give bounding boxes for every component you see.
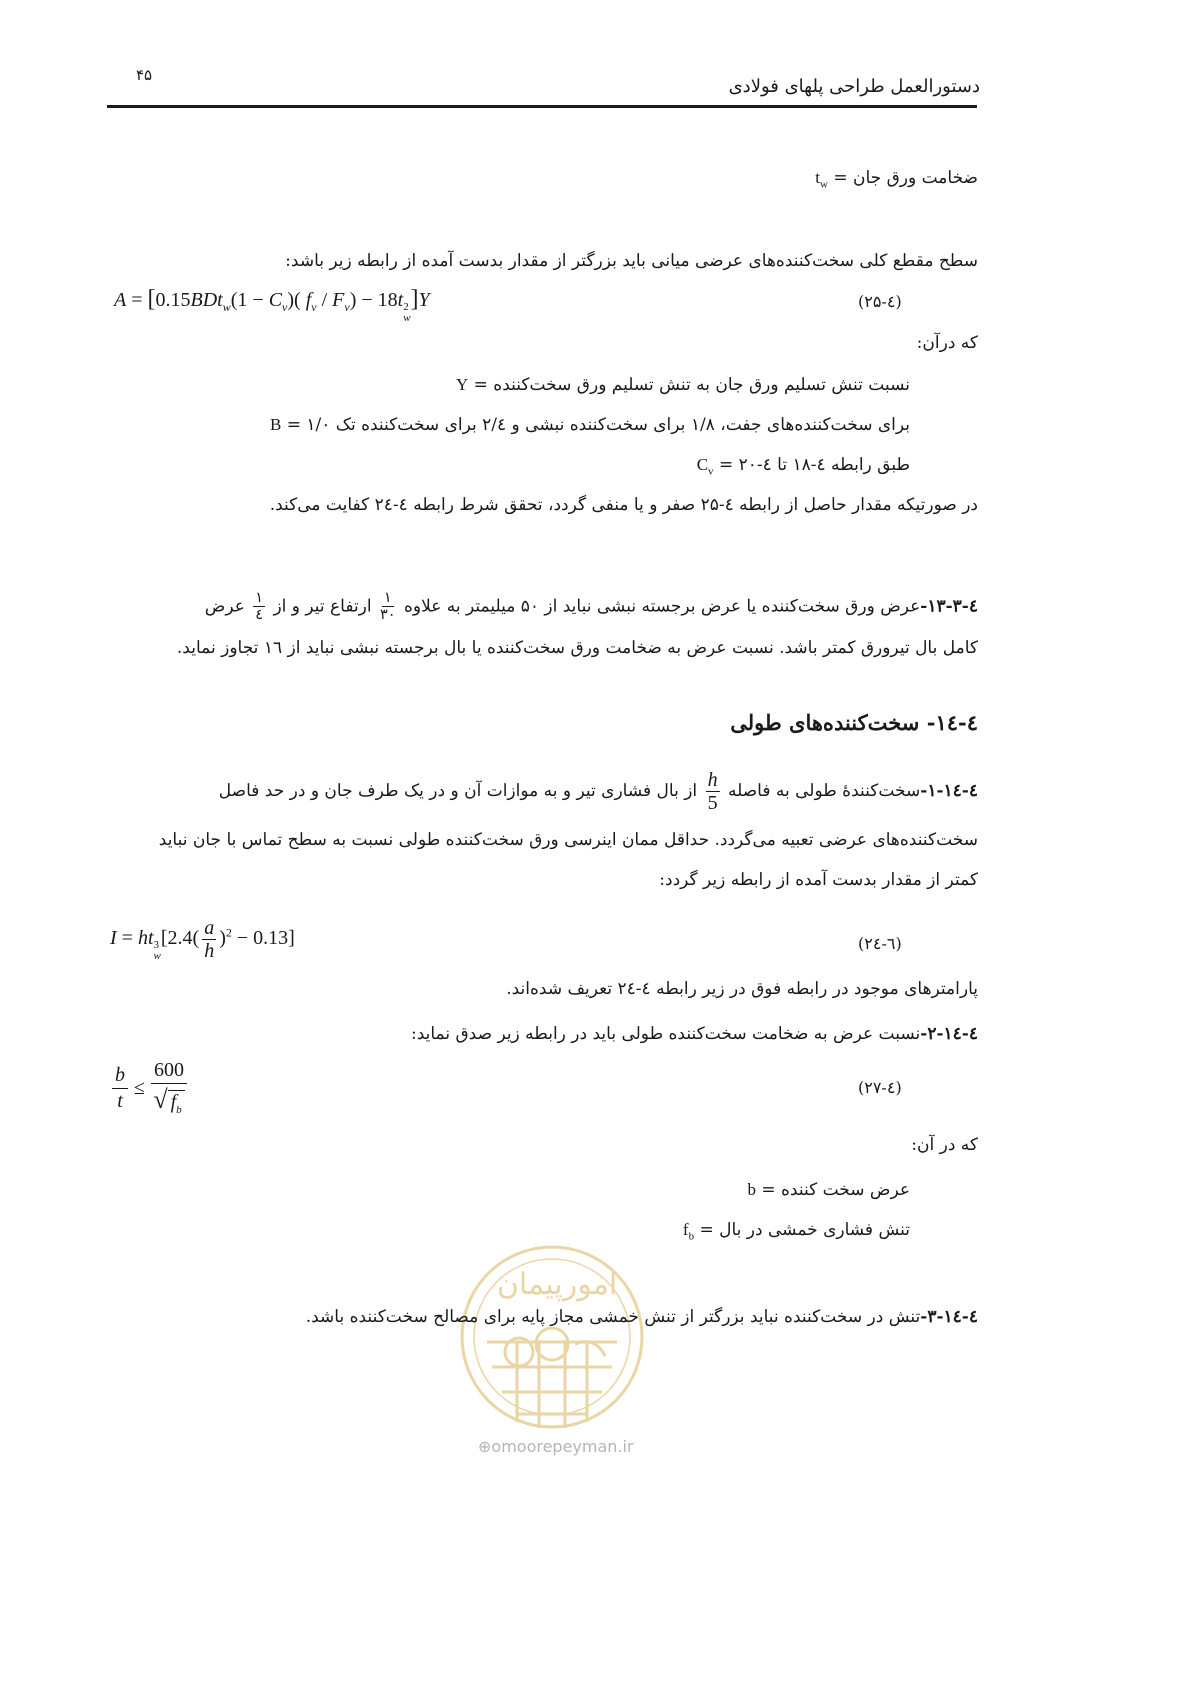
where-label-2: که در آن: — [911, 1135, 978, 1155]
where-label-1: که درآن: — [916, 333, 978, 353]
definition-b: B = ۱/۰ برای سخت‌کننده‌های جفت، ۱/۸ برای سخت‌کننده نبشی و ۲/٤ برای سخت‌کننده تک — [269, 415, 910, 435]
clause-4-14-1-line-1: ٤-۱٤-۱-سخت‌کنندهٔ طولی به فاصله $\frac{h}{5}$ از بال فشاری تیر و به موازات آن و در یک طرف جان و در حد فاصل — [218, 769, 978, 814]
clause-4-14-3: ٤-۱٤-۳-تنش در سخت‌کننده نباید بزرگتر از تنش خمشی مجاز پایه برای مصالح سخت‌کننده باشد. — [305, 1307, 978, 1327]
clause-4-13-3-line-1: ٤-۱۳-۳-عرض ورق سخت‌کننده یا عرض برجسته نبشی نباید از ۵۰ میلیمتر به علاوه $\frac{۱}{۳۰}$ ارتفاع تیر و از $\frac{۱}{٤}$ عرض — [204, 590, 978, 624]
equation-27: $\frac{b}{t}$ ≤ $\frac{600}{√ f_b}$ — [110, 1060, 189, 1117]
definition-b-width: b = عرض سخت کننده — [747, 1180, 910, 1200]
clause-4-14-1-line-3: کمتر از مقدار بدست آمده از رابطه زیر گردد: — [659, 870, 978, 890]
clause-4-14-2: ٤-۱٤-۲-نسبت عرض به ضخامت سخت‌کننده طولی باید در رابطه زیر صدق نماید: — [410, 1024, 978, 1044]
parameters-note: پارامترهای موجود در رابطه فوق در زیر رابطه ٤-۲٤ تعریف شده‌اند. — [506, 979, 978, 999]
equation-26: I = ht 3 w [2.4( $\frac{a}{h}$ )$^2$ − 0.13] — [110, 917, 295, 963]
equation-27-number: (۲۷-٤) — [858, 1078, 902, 1097]
definition-cv: $C_v$ = طبق رابطه ٤-۱۸ تا ٤-۲۰ — [696, 455, 910, 478]
area-intro-text: سطح مقطع کلی سخت‌کننده‌های عرضی میانی باید بزرگتر از مقدار بدست آمده از رابطه زیر باشد: — [285, 251, 978, 271]
watermark-logo — [447, 1232, 657, 1452]
header-rule — [107, 105, 977, 108]
equation-25-number: (۲۵-٤) — [858, 292, 902, 311]
equation-26-number: (۲٦-٤) — [858, 934, 902, 953]
definition-tw: $t_w$ = ضخامت ورق جان — [815, 168, 978, 191]
section-heading-4-14: ٤-۱٤- سخت‌کننده‌های طولی — [730, 710, 978, 735]
watermark-url: ⊕omoorepeyman.ir — [478, 1437, 634, 1456]
running-header-title: دستورالعمل طراحی پلهای فولادی — [728, 76, 980, 97]
clause-4-13-3-line-2: کامل بال تیرورق کمتر باشد. نسبت عرض به ضخامت ورق سخت‌کننده یا بال برجسته نبشی نباید از ۱٦ تجاوز نماید. — [176, 638, 978, 658]
watermark-logo-text: امورپیمان — [496, 1267, 618, 1302]
definition-fb: $f_b$ = تنش فشاری خمشی در بال — [682, 1220, 910, 1243]
equation-25-note: در صورتیکه مقدار حاصل از رابطه ٤-۲۵ صفر و یا منفی گردد، تحقق شرط رابطه ٤-۲٤ کفایت می‌کند. — [269, 495, 978, 515]
equation-25: $A = [0.15BDt_w(1 - C_v)$( $f_v / F_v) - 18t$ 2 w ]Y — [114, 286, 430, 324]
globe-icon: ⊕ — [478, 1437, 492, 1456]
clause-4-14-1-line-2: سخت‌کننده‌های عرضی تعبیه می‌گردد. حداقل ممان اینرسی ورق سخت‌کننده طولی نسبت به سطح تماس با جان نباید — [158, 830, 978, 850]
definition-y: Y = نسبت تنش تسلیم ورق جان به تنش تسلیم ورق سخت‌کننده — [455, 375, 910, 395]
page-number: ۴۵ — [136, 66, 153, 84]
